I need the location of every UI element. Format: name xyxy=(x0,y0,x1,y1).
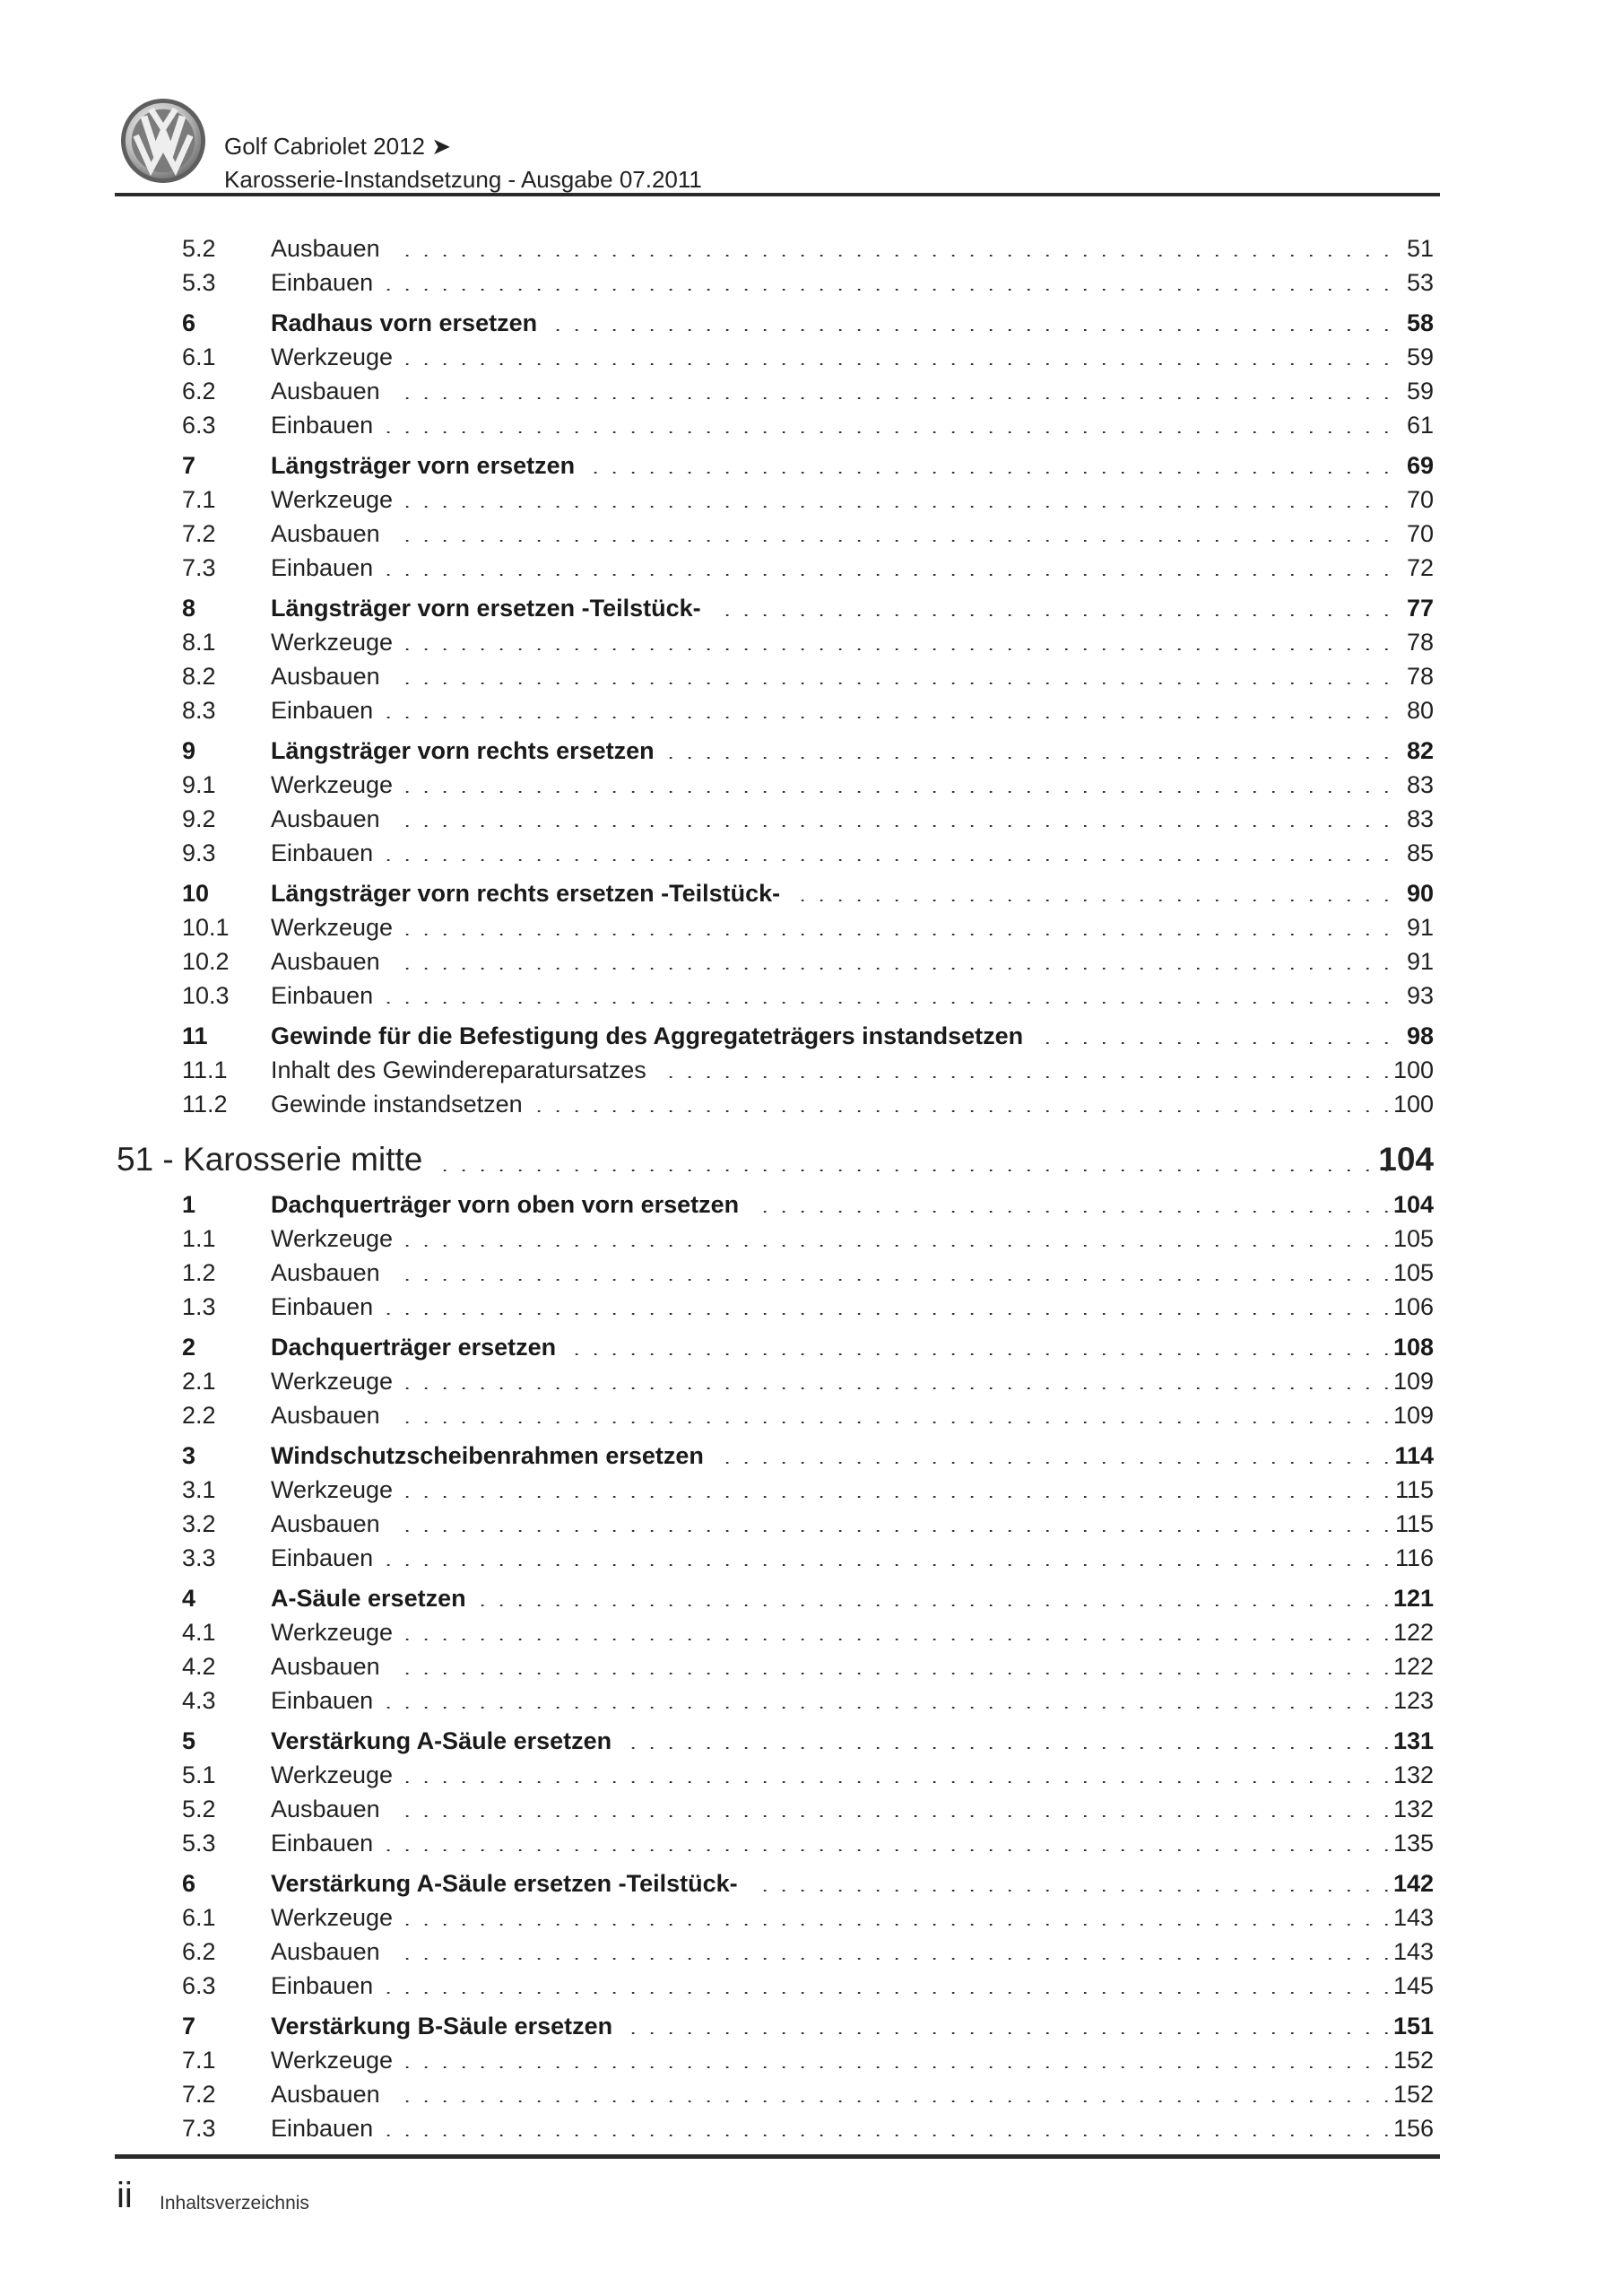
toc-subsection[interactable] xyxy=(0,1823,1622,1856)
toc-entry-title: Einbauen xyxy=(271,1295,386,1319)
toc-entry-number: 6.3 xyxy=(182,1972,216,1999)
toc-entry-number: 5.2 xyxy=(182,1796,216,1822)
toc-entry-title: Werkzeuge xyxy=(271,345,405,370)
toc-entry-page-number: 104 xyxy=(1378,1141,1434,1178)
dot-leader xyxy=(271,648,1392,652)
toc-entry-title: Einbauen xyxy=(271,1831,386,1856)
toc-entry-page-number: 100 xyxy=(1392,1091,1434,1118)
toc-entry-title: Dachquerträger ersetzen xyxy=(271,1335,568,1360)
toc-entry-title: Radhaus vorn ersetzen xyxy=(271,311,550,335)
toc-entry-number: 3.1 xyxy=(182,1476,216,1503)
toc-entry-number: 1.2 xyxy=(182,1259,216,1286)
toc-entry-title: Werkzeuge xyxy=(271,1621,405,1645)
toc-subsection[interactable] xyxy=(0,1966,1622,1998)
toc-subsection[interactable] xyxy=(0,657,1622,689)
dot-leader xyxy=(271,1707,1392,1710)
toc-subsection[interactable] xyxy=(0,2074,1622,2107)
toc-subsection[interactable] xyxy=(0,2040,1622,2073)
toc-entry-page-number: 100 xyxy=(1392,1057,1434,1083)
toc-entry-number: 5.2 xyxy=(182,235,216,262)
toc-subsection[interactable] xyxy=(0,2109,1622,2141)
toc-entry-title: Einbauen xyxy=(271,413,386,438)
toc-subsection[interactable] xyxy=(0,229,1622,261)
toc-entry-number: 10 xyxy=(182,880,210,907)
footer-divider xyxy=(115,2154,1440,2159)
toc-entry-title: Ausbauen xyxy=(271,237,393,261)
toc-entry-title: A-Säule ersetzen xyxy=(271,1587,479,1611)
toc-subsection[interactable] xyxy=(0,480,1622,512)
toc-entry-title: Werkzeuge xyxy=(271,1763,405,1787)
dot-leader xyxy=(271,1279,1392,1283)
toc-subsection[interactable] xyxy=(0,1789,1622,1822)
dot-leader xyxy=(271,363,1392,367)
toc-entry-title: Gewinde instandsetzen xyxy=(271,1092,535,1117)
toc-entry-page-number: 83 xyxy=(1406,805,1434,832)
toc-entry-page-number: 114 xyxy=(1394,1442,1434,1469)
toc-entry-number: 10.2 xyxy=(182,948,230,975)
toc-entry-number: 8.1 xyxy=(182,629,216,656)
toc-entry-title: Ausbauen xyxy=(271,1512,393,1536)
document-title: Golf Cabriolet 2012 ➤ xyxy=(224,133,452,160)
toc-subsection[interactable] xyxy=(0,1253,1622,1285)
toc-entry-page-number: 142 xyxy=(1392,1870,1434,1897)
dot-leader xyxy=(271,397,1392,401)
toc-entry-page-number: 78 xyxy=(1406,663,1434,690)
dot-leader xyxy=(271,1992,1392,1996)
toc-entry-page-number: 109 xyxy=(1392,1402,1434,1429)
toc-subsection[interactable] xyxy=(0,1084,1622,1117)
toc-entry-title: Ausbauen xyxy=(271,2083,393,2107)
toc-entry-page-number: 85 xyxy=(1406,839,1434,866)
toc-subsection[interactable] xyxy=(0,1538,1622,1570)
toc-entry-number: 2 xyxy=(182,1334,196,1361)
toc-entry-title: Werkzeuge xyxy=(271,1370,405,1394)
toc-entry-title: Werkzeuge xyxy=(271,1478,405,1502)
toc-entry-page-number: 70 xyxy=(1406,486,1434,513)
toc-entry-number: 5.1 xyxy=(182,1761,216,1788)
dot-leader xyxy=(271,825,1392,829)
toc-entry-number: 7.3 xyxy=(182,2115,216,2142)
dot-leader xyxy=(271,2135,1392,2138)
toc-subsection[interactable] xyxy=(0,337,1622,370)
toc-subsection[interactable] xyxy=(0,1050,1622,1083)
toc-entry-page-number: 122 xyxy=(1392,1619,1434,1646)
toc-entry-page-number: 98 xyxy=(1406,1022,1434,1049)
toc-entry-number: 2.1 xyxy=(182,1368,216,1395)
toc-section[interactable] xyxy=(0,1721,1622,1753)
toc-entry-title: Werkzeuge xyxy=(271,773,405,797)
toc-entry-page-number: 115 xyxy=(1394,1476,1434,1503)
toc-entry-page-number: 123 xyxy=(1392,1687,1434,1714)
toc-entry-title: Einbauen xyxy=(271,2117,386,2141)
toc-subsection[interactable] xyxy=(0,263,1622,295)
dot-leader xyxy=(271,1564,1392,1568)
dot-leader xyxy=(271,1496,1392,1500)
toc-entry-title: Ausbauen xyxy=(271,1404,393,1428)
toc-entry-number: 5 xyxy=(182,1727,196,1754)
toc-entry-title: Längsträger vorn ersetzen xyxy=(271,454,587,478)
dot-leader xyxy=(271,2066,1392,2070)
toc-entry-title: 51 - Karosserie mitte xyxy=(117,1143,435,1176)
toc-entry-page-number: 77 xyxy=(1406,595,1434,622)
toc-entry-page-number: 80 xyxy=(1406,697,1434,724)
toc-entry-number: 3 xyxy=(182,1442,196,1469)
toc-subsection[interactable] xyxy=(0,1287,1622,1319)
toc-entry-number: 7 xyxy=(182,452,196,479)
toc-entry-page-number: 70 xyxy=(1406,520,1434,547)
toc-entry-number: 9.2 xyxy=(182,805,216,832)
dot-leader xyxy=(271,717,1392,720)
toc-entry-number: 10.3 xyxy=(182,982,230,1009)
toc-section[interactable] xyxy=(0,1185,1622,1217)
toc-entry-page-number: 151 xyxy=(1392,2013,1434,2039)
toc-entry-page-number: 152 xyxy=(1392,2081,1434,2108)
dot-leader xyxy=(271,431,1392,435)
toc-entry-page-number: 69 xyxy=(1406,452,1434,479)
toc-entry-page-number: 61 xyxy=(1406,412,1434,439)
toc-entry-page-number: 59 xyxy=(1406,378,1434,404)
header-divider xyxy=(115,193,1440,196)
toc-entry-number: 7.2 xyxy=(182,2081,216,2108)
toc-subsection[interactable] xyxy=(0,1681,1622,1713)
toc-section[interactable] xyxy=(0,1436,1622,1468)
toc-subsection[interactable] xyxy=(0,976,1622,1008)
toc-entry-page-number: 104 xyxy=(1392,1191,1434,1218)
toc-entry-title: Ausbauen xyxy=(271,807,393,831)
toc-entry-page-number: 106 xyxy=(1392,1293,1434,1320)
toc-entry-number: 8.3 xyxy=(182,697,216,724)
toc-entry-number: 7.3 xyxy=(182,554,216,581)
toc-entry-number: 4.2 xyxy=(182,1653,216,1680)
dot-leader xyxy=(271,859,1392,863)
toc-entry-page-number: 72 xyxy=(1406,554,1434,581)
toc-entry-page-number: 109 xyxy=(1392,1368,1434,1395)
toc-entry-title: Einbauen xyxy=(271,1546,386,1570)
toc-section[interactable] xyxy=(0,1016,1622,1048)
toc-entry-number: 6.1 xyxy=(182,344,216,370)
toc-entry-number: 7.1 xyxy=(182,486,216,513)
toc-subsection[interactable] xyxy=(0,548,1622,580)
dot-leader xyxy=(271,1781,1392,1785)
toc-entry-title: Verstärkung A-Säule ersetzen -Teilstück- xyxy=(271,1872,750,1896)
toc-subsection[interactable] xyxy=(0,1755,1622,1787)
dot-leader xyxy=(271,1170,1392,1173)
toc-entry-page-number: 116 xyxy=(1394,1544,1434,1571)
toc-subsection[interactable] xyxy=(0,833,1622,865)
toc-entry-title: Ausbauen xyxy=(271,522,393,546)
toc-entry-number: 4.1 xyxy=(182,1619,216,1646)
vw-logo-icon xyxy=(119,97,207,185)
toc-entry-number: 6 xyxy=(182,309,196,336)
toc-entry-number: 4 xyxy=(182,1585,196,1612)
toc-entry-title: Einbauen xyxy=(271,841,386,865)
toc-subsection[interactable] xyxy=(0,1396,1622,1428)
dot-leader xyxy=(271,1673,1392,1676)
toc-entry-page-number: 93 xyxy=(1406,982,1434,1009)
dot-leader xyxy=(271,1387,1392,1391)
toc-entry-page-number: 143 xyxy=(1392,1938,1434,1965)
toc-subsection[interactable] xyxy=(0,371,1622,404)
toc-subsection[interactable] xyxy=(0,1219,1622,1251)
toc-entry-page-number: 122 xyxy=(1392,1653,1434,1680)
toc-entry-title: Längsträger vorn rechts ersetzen xyxy=(271,739,667,763)
dot-leader xyxy=(271,1422,1392,1425)
footer-section-label: Inhaltsverzeichnis xyxy=(160,2193,309,2213)
toc-entry-page-number: 131 xyxy=(1392,1727,1434,1754)
toc-entry-number: 9.1 xyxy=(182,771,216,798)
dot-leader xyxy=(271,1958,1392,1961)
toc-entry-page-number: 58 xyxy=(1406,309,1434,336)
dot-leader xyxy=(271,1245,1392,1248)
toc-entry-page-number: 135 xyxy=(1392,1830,1434,1857)
toc-entry-page-number: 105 xyxy=(1392,1259,1434,1286)
toc-entry-page-number: 59 xyxy=(1406,344,1434,370)
dot-leader xyxy=(271,289,1392,292)
toc-section[interactable] xyxy=(0,1578,1622,1611)
dot-leader xyxy=(271,1924,1392,1927)
toc-entry-title: Ausbauen xyxy=(271,379,393,404)
toc-entry-number: 3.2 xyxy=(182,1510,216,1537)
toc-entry-number: 2.2 xyxy=(182,1402,216,1429)
toc-entry-number: 3.3 xyxy=(182,1544,216,1571)
toc-section[interactable] xyxy=(0,588,1622,621)
toc-entry-number: 7.2 xyxy=(182,520,216,547)
toc-entry-page-number: 78 xyxy=(1406,629,1434,656)
toc-entry-title: Einbauen xyxy=(271,984,386,1008)
toc-subsection[interactable] xyxy=(0,1361,1622,1394)
toc-entry-title: Gewinde für die Befestigung des Aggregateträgers instandsetzen xyxy=(271,1024,1036,1048)
toc-entry-title: Ausbauen xyxy=(271,1797,393,1822)
toc-entry-title: Einbauen xyxy=(271,556,386,580)
dot-leader xyxy=(271,506,1392,509)
toc-entry-number: 5.3 xyxy=(182,1830,216,1857)
toc-entry-page-number: 51 xyxy=(1406,235,1434,262)
toc-entry-title: Ausbauen xyxy=(271,950,393,974)
toc-subsection[interactable] xyxy=(0,691,1622,723)
toc-entry-title: Werkzeuge xyxy=(271,631,405,655)
toc-entry-number: 1.3 xyxy=(182,1293,216,1320)
toc-subsection[interactable] xyxy=(0,514,1622,546)
toc-entry-page-number: 132 xyxy=(1392,1796,1434,1822)
toc-entry-title: Ausbauen xyxy=(271,1655,393,1679)
dot-leader xyxy=(271,255,1392,258)
toc-entry-title: Werkzeuge xyxy=(271,1906,405,1930)
toc-entry-number: 7.1 xyxy=(182,2047,216,2074)
toc-entry-title: Einbauen xyxy=(271,1689,386,1713)
dot-leader xyxy=(271,2100,1392,2104)
toc-entry-number: 11 xyxy=(182,1022,208,1049)
toc-subsection[interactable] xyxy=(0,799,1622,831)
toc-subsection[interactable] xyxy=(0,1647,1622,1679)
dot-leader xyxy=(271,683,1392,686)
toc-entry-number: 4.3 xyxy=(182,1687,216,1714)
toc-entry-number: 11.2 xyxy=(182,1091,228,1118)
toc-entry-number: 6.1 xyxy=(182,1904,216,1931)
toc-entry-title: Dachquerträger vorn oben vorn ersetzen xyxy=(271,1193,751,1217)
toc-entry-page-number: 143 xyxy=(1392,1904,1434,1931)
toc-entry-title: Ausbauen xyxy=(271,665,393,689)
toc-entry-number: 9.3 xyxy=(182,839,216,866)
toc-entry-number: 6.2 xyxy=(182,378,216,404)
toc-section[interactable] xyxy=(0,874,1622,906)
toc-entry-title: Inhalt des Gewindereparatursatzes xyxy=(271,1058,659,1083)
dot-leader xyxy=(271,1815,1392,1819)
toc-entry-page-number: 82 xyxy=(1406,737,1434,764)
toc-subsection[interactable] xyxy=(0,908,1622,940)
dot-leader xyxy=(271,791,1392,795)
toc-entry-title: Werkzeuge xyxy=(271,2048,405,2073)
toc-entry-title: Längsträger vorn ersetzen -Teilstück- xyxy=(271,596,714,621)
toc-section[interactable] xyxy=(0,446,1622,478)
dot-leader xyxy=(271,1849,1392,1853)
toc-entry-page-number: 90 xyxy=(1406,880,1434,907)
toc-entry-page-number: 83 xyxy=(1406,771,1434,798)
toc-entry-title: Werkzeuge xyxy=(271,916,405,940)
toc-entry-page-number: 152 xyxy=(1392,2047,1434,2074)
toc-chapter-heading[interactable] xyxy=(0,1136,1622,1176)
toc-entry-number: 8 xyxy=(182,595,196,622)
toc-subsection[interactable] xyxy=(0,405,1622,438)
toc-entry-number: 6.3 xyxy=(182,412,216,439)
toc-entry-page-number: 132 xyxy=(1392,1761,1434,1788)
toc-entry-title: Windschutzscheibenrahmen ersetzen xyxy=(271,1444,716,1468)
dot-leader xyxy=(271,1530,1392,1534)
toc-entry-title: Verstärkung A-Säule ersetzen xyxy=(271,1729,624,1753)
toc-entry-number: 5.3 xyxy=(182,269,216,296)
toc-entry-page-number: 91 xyxy=(1406,914,1434,941)
toc-section[interactable] xyxy=(0,1864,1622,1896)
dot-leader xyxy=(271,1313,1392,1317)
toc-entry-page-number: 91 xyxy=(1406,948,1434,975)
dot-leader xyxy=(271,540,1392,544)
toc-subsection[interactable] xyxy=(0,622,1622,655)
toc-subsection[interactable] xyxy=(0,1504,1622,1536)
toc-subsection[interactable] xyxy=(0,1613,1622,1645)
toc-entry-number: 1 xyxy=(182,1191,196,1218)
toc-subsection[interactable] xyxy=(0,1932,1622,1964)
dot-leader xyxy=(271,574,1392,578)
toc-entry-title: Einbauen xyxy=(271,1974,386,1998)
toc-entry-title: Werkzeuge xyxy=(271,1227,405,1251)
toc-subsection[interactable] xyxy=(0,1470,1622,1502)
toc-subsection[interactable] xyxy=(0,942,1622,974)
toc-subsection[interactable] xyxy=(0,765,1622,797)
toc-section[interactable] xyxy=(0,1327,1622,1360)
dot-leader xyxy=(271,1639,1392,1642)
toc-entry-number: 7 xyxy=(182,2013,196,2039)
toc-entry-title: Ausbauen xyxy=(271,1261,393,1285)
toc-entry-page-number: 105 xyxy=(1392,1225,1434,1252)
toc-entry-page-number: 156 xyxy=(1392,2115,1434,2142)
toc-entry-number: 9 xyxy=(182,737,196,764)
toc-entry-page-number: 108 xyxy=(1392,1334,1434,1361)
toc-subsection[interactable] xyxy=(0,1898,1622,1930)
toc-entry-title: Einbauen xyxy=(271,699,386,723)
toc-section[interactable] xyxy=(0,731,1622,763)
toc-entry-number: 10.1 xyxy=(182,914,230,941)
dot-leader xyxy=(271,1002,1392,1005)
toc-entry-number: 1.1 xyxy=(182,1225,216,1252)
document-subtitle: Karosserie-Instandsetzung - Ausgabe 07.2011 xyxy=(224,166,702,193)
toc-entry-number: 6 xyxy=(182,1870,196,1897)
toc-entry-title: Längsträger vorn rechts ersetzen -Teilstück- xyxy=(271,882,793,906)
toc-entry-title: Ausbauen xyxy=(271,1940,393,1964)
toc-entry-title: Verstärkung B-Säule ersetzen xyxy=(271,2014,625,2039)
toc-entry-number: 8.2 xyxy=(182,663,216,690)
toc-entry-page-number: 121 xyxy=(1392,1585,1434,1612)
toc-entry-number: 6.2 xyxy=(182,1938,216,1965)
dot-leader xyxy=(271,934,1392,937)
toc-entry-title: Einbauen xyxy=(271,271,386,295)
toc-entry-page-number: 115 xyxy=(1394,1510,1434,1537)
toc-section[interactable] xyxy=(0,303,1622,335)
toc-entry-page-number: 53 xyxy=(1406,269,1434,296)
toc-entry-number: 11.1 xyxy=(182,1057,228,1083)
toc-section[interactable] xyxy=(0,2006,1622,2039)
toc-entry-title: Werkzeuge xyxy=(271,488,405,512)
dot-leader xyxy=(271,968,1392,971)
toc-entry-page-number: 145 xyxy=(1392,1972,1434,1999)
page-number: ii xyxy=(117,2176,133,2215)
